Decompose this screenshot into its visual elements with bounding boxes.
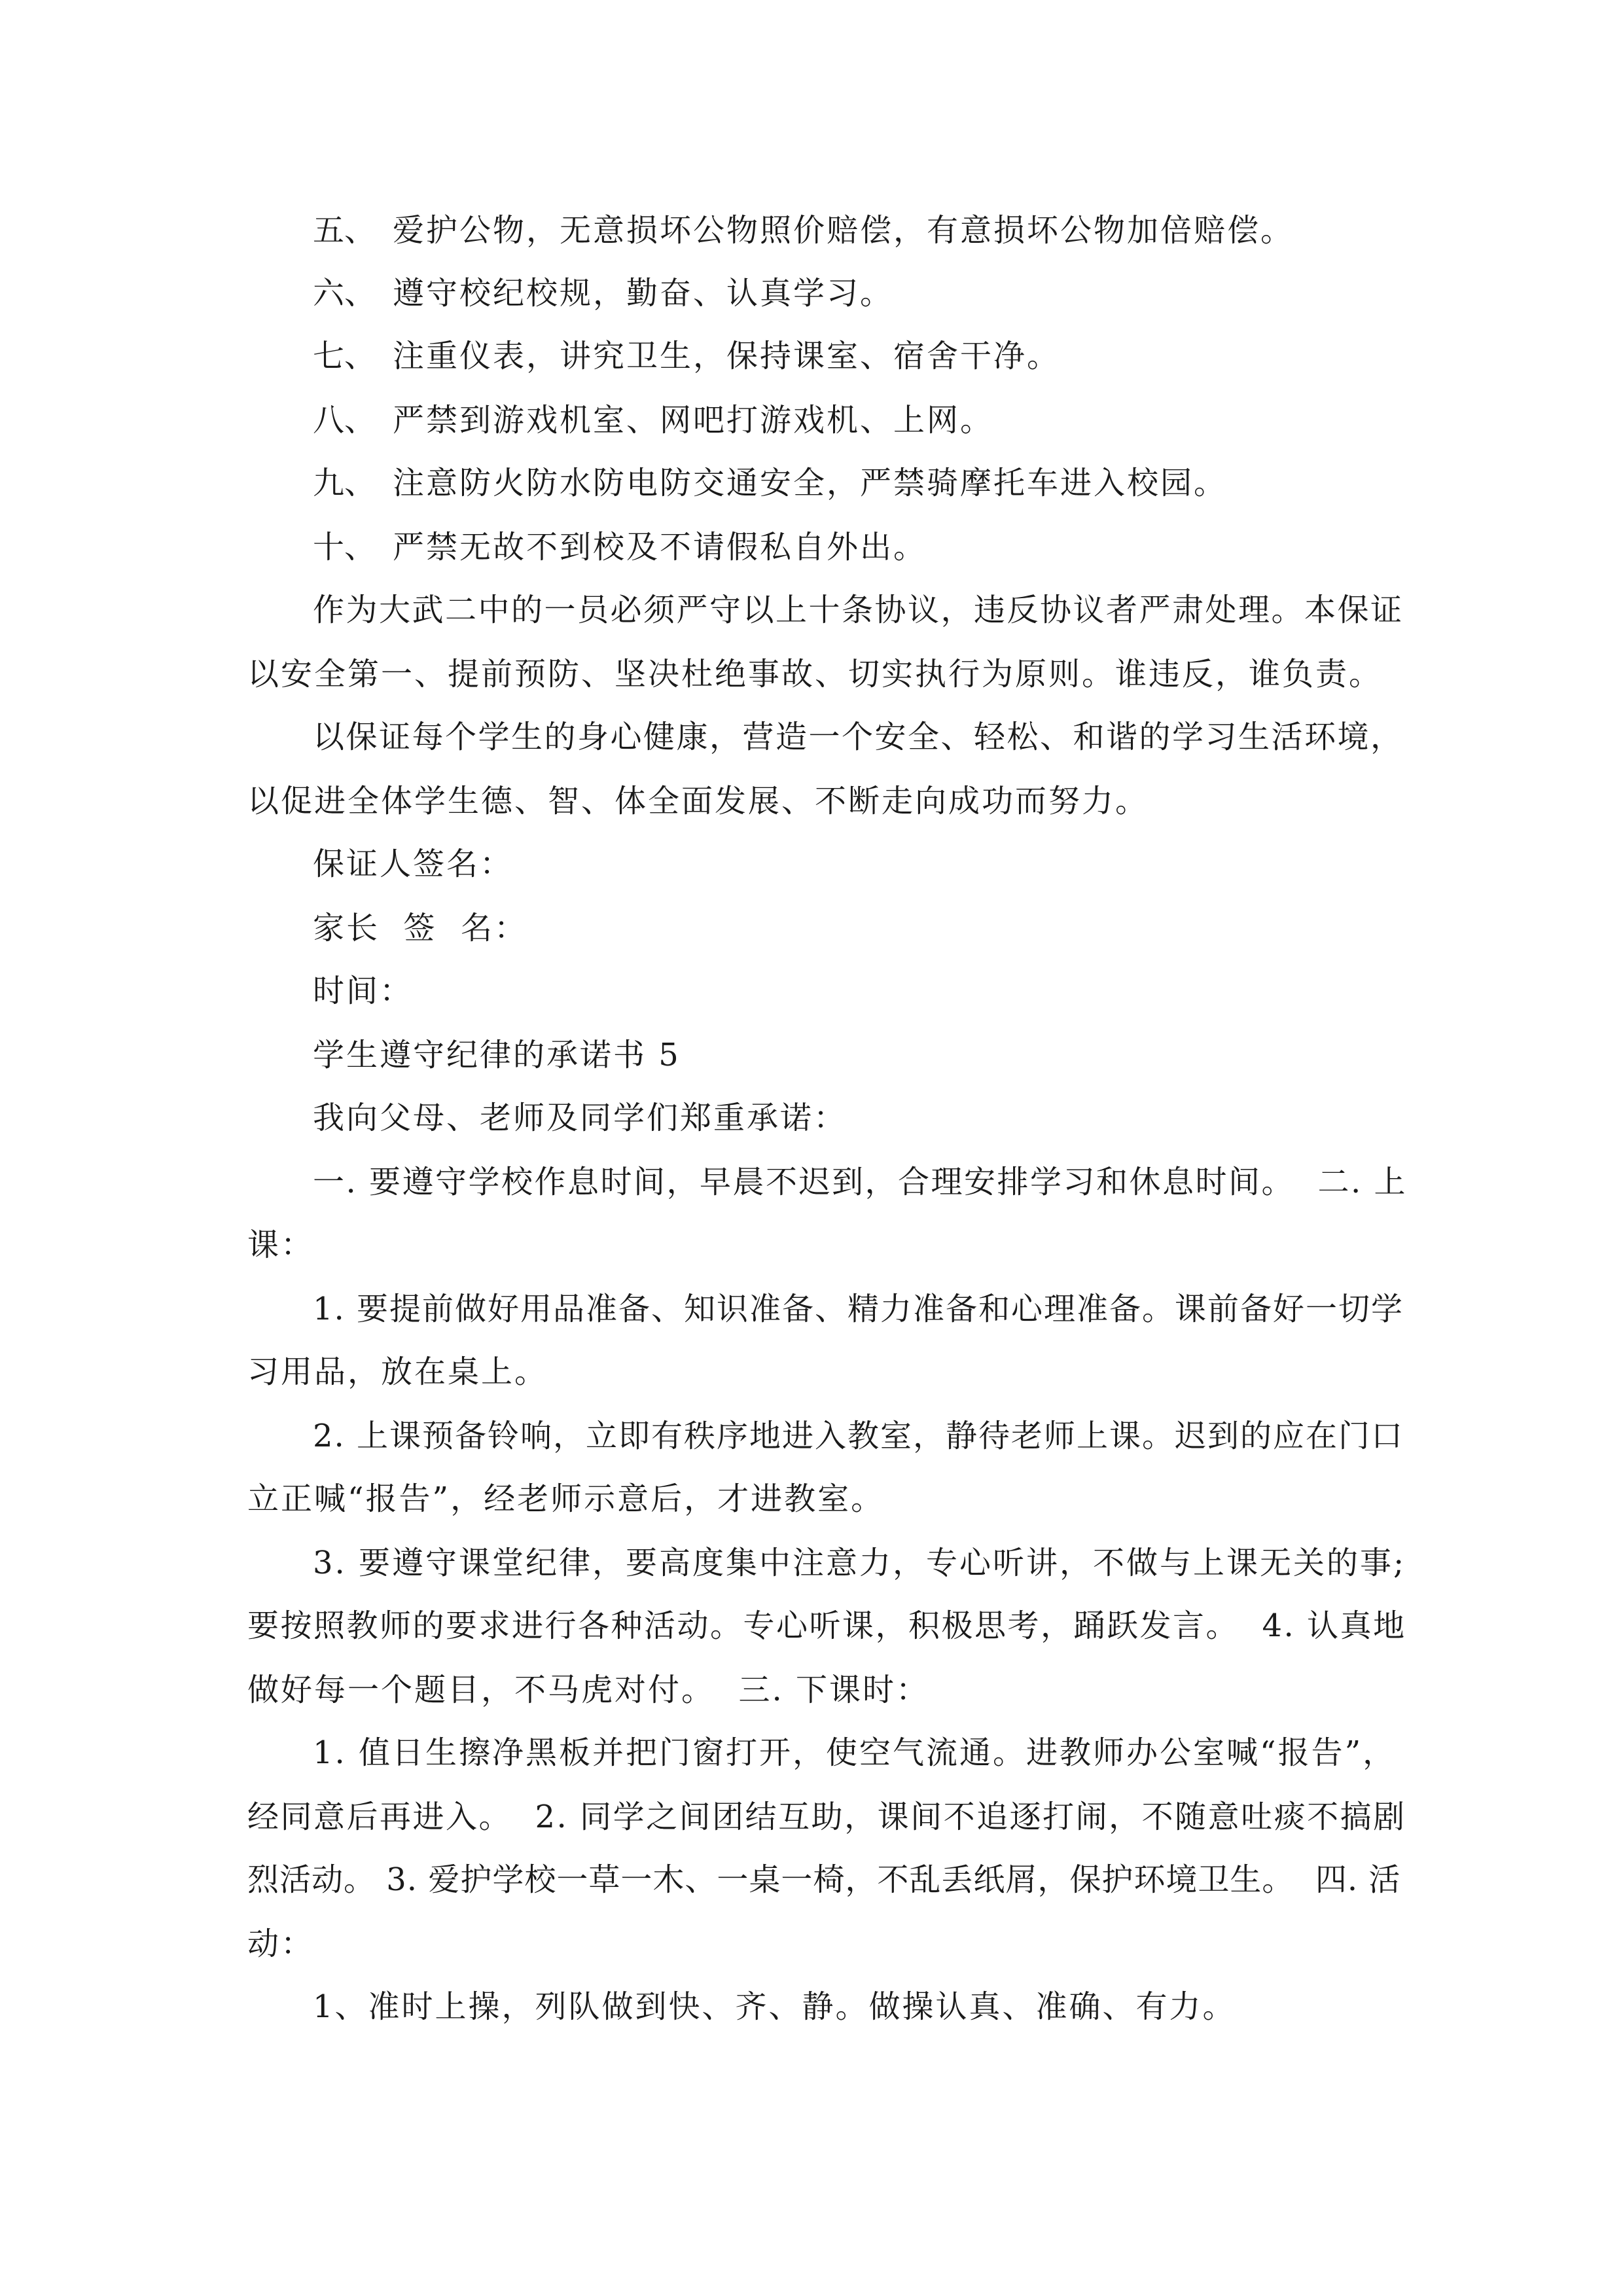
- list-item-text: 注意防火防水防电防交通安全，严禁骑摩托车进入校园。: [393, 465, 1228, 501]
- paragraph-line: 一. 要遵守学校作息时间，早晨不迟到，合理安排学习和休息时间。 二. 上: [313, 1164, 1408, 1200]
- paragraph-line: 要按照教师的要求进行各种活动。专心听课，积极思考，踊跃发言。 4. 认真地: [247, 1607, 1406, 1644]
- paragraph-line: 1. 要提前做好用品准备、知识准备、精力准备和心理准备。课前备好一切学: [313, 1291, 1404, 1327]
- signature-guarantor: 保证人签名：: [313, 846, 514, 882]
- list-number: 八、: [313, 402, 376, 439]
- paragraph-line: 以安全第一、提前预防、坚决杜绝事故、切实执行为原则。谁违反，谁负责。: [247, 656, 1383, 692]
- paragraph-line: 作为大武二中的一员必须严守以上十条协议，违反协议者严肃处理。本保证: [313, 592, 1404, 628]
- list-number: 十、: [313, 529, 376, 565]
- paragraph-line: 动：: [247, 1926, 315, 1962]
- list-item-text: 严禁无故不到校及不请假私自外出。: [393, 529, 927, 565]
- list-item-text: 严禁到游戏机室、网吧打游戏机、上网。: [393, 402, 994, 439]
- list-number: 九、: [313, 465, 376, 501]
- paragraph-line: 以保证每个学生的身心健康，营造一个安全、轻松、和谐的学习生活环境，: [313, 719, 1404, 755]
- section-title: 学生遵守纪律的承诺书 5: [313, 1037, 681, 1073]
- paragraph-line: 烈活动。 3. 爱护学校一草一木、一桌一椅，不乱丢纸屑，保护环境卫生。 四. 活: [247, 1861, 1401, 1898]
- list-item-text: 遵守校纪校规，勤奋、认真学习。: [393, 275, 894, 312]
- paragraph-line: 1、准时上操，列队做到快、齐、静。做操认真、准确、有力。: [313, 1988, 1236, 2025]
- paragraph-line: 立正喊“报告”，经老师示意后，才进教室。: [247, 1480, 885, 1517]
- list-number: 六、: [313, 275, 376, 312]
- paragraph-line: 课：: [247, 1227, 315, 1263]
- signature-date: 时间：: [313, 973, 414, 1009]
- paragraph-line: 习用品，放在桌上。: [247, 1354, 548, 1390]
- paragraph-line: 我向父母、老师及同学们郑重承诺：: [313, 1100, 847, 1136]
- paragraph-line: 经同意后再进入。 2. 同学之间团结互助，课间不追逐打闹，不随意吐痰不搞剧: [247, 1799, 1406, 1835]
- paragraph-line: 以促进全体学生德、智、体全面发展、不断走向成功而努力。: [247, 783, 1149, 819]
- paragraph-line: 2. 上课预备铃响，立即有秩序地进入教室，静待老师上课。迟到的应在门口: [313, 1418, 1404, 1454]
- list-item-text: 爱护公物，无意损坏公物照价赔偿，有意损坏公物加倍赔偿。: [393, 212, 1294, 249]
- paragraph-line: 做好每一个题目，不马虎对付。 三. 下课时：: [247, 1672, 930, 1708]
- paragraph-line: 1. 值日生擦净黑板并把门窗打开，使空气流通。进教师办公室喊“报告”，: [313, 1734, 1397, 1771]
- paragraph-line: 3. 要遵守课堂纪律，要高度集中注意力，专心听讲，不做与上课无关的事;: [313, 1545, 1406, 1581]
- signature-parent: 家长 签 名：: [313, 910, 528, 946]
- list-item-text: 注重仪表，讲究卫生，保持课室、宿舍干净。: [393, 338, 1061, 374]
- list-number: 七、: [313, 338, 376, 374]
- list-number: 五、: [313, 212, 376, 249]
